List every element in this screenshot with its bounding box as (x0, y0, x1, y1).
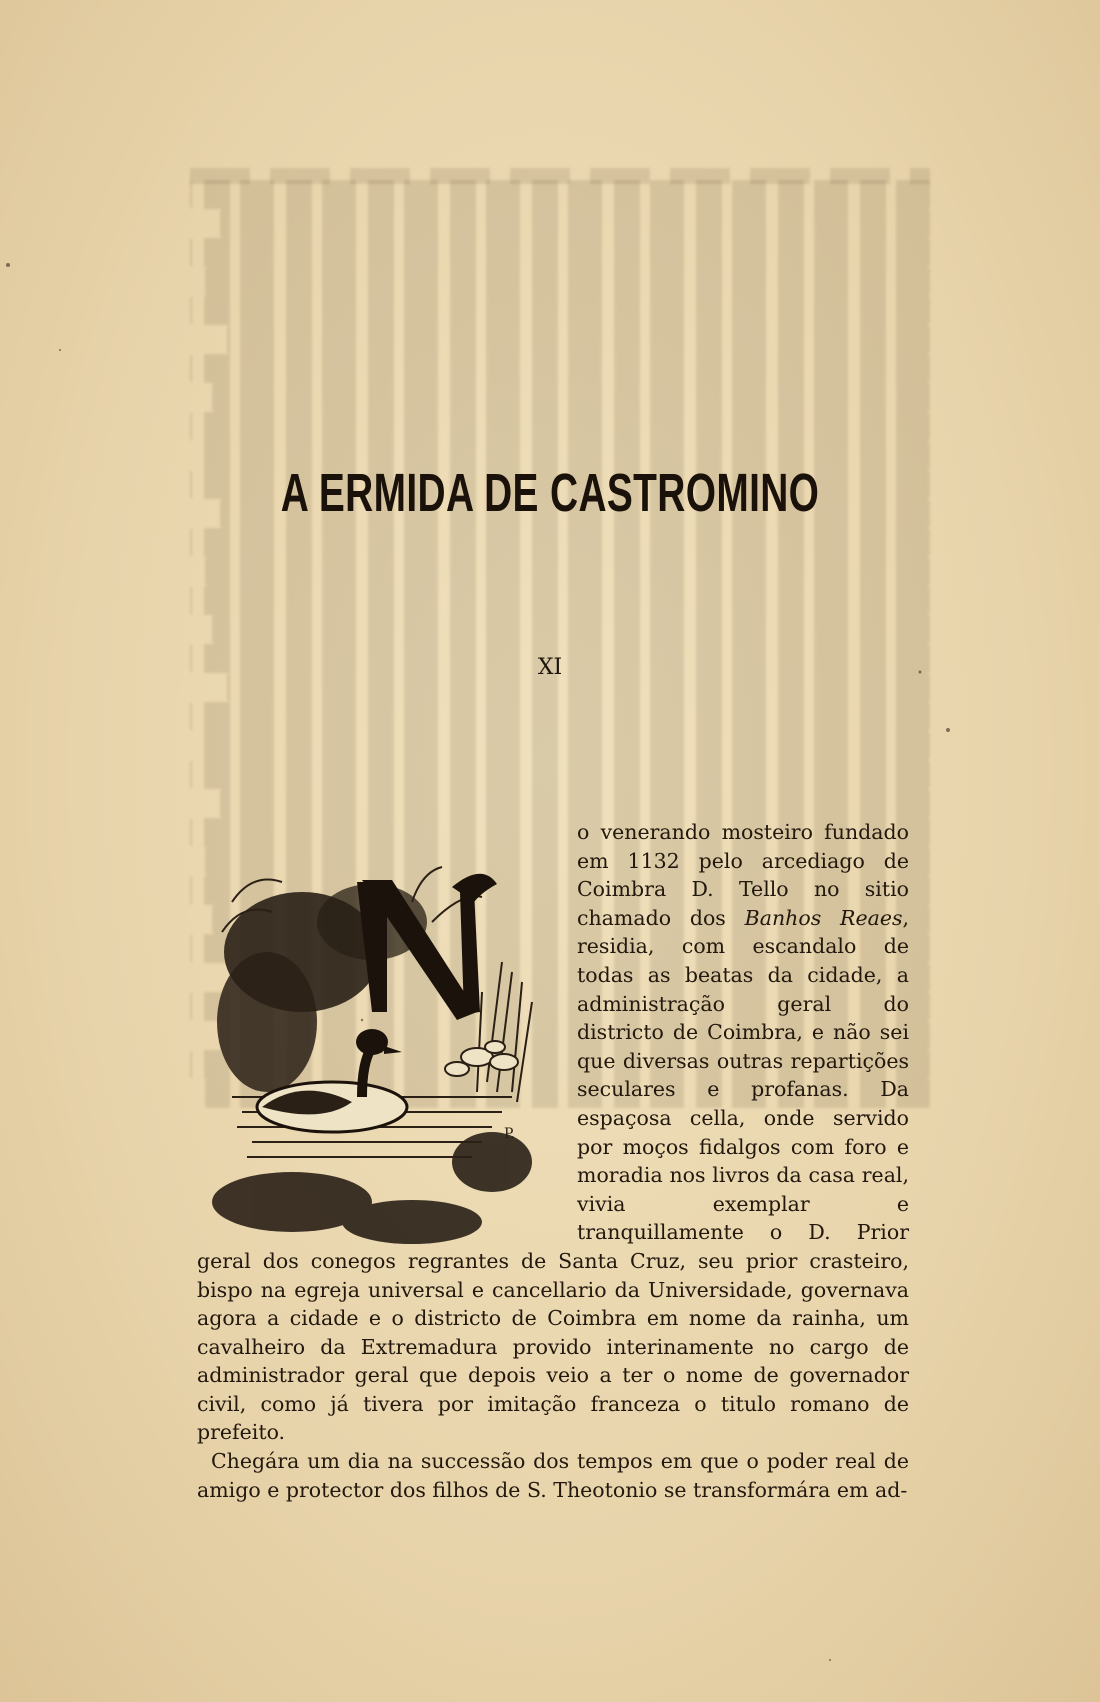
page-title: A ERMIDA DE CASTROMINO (280, 463, 820, 523)
paragraph-1-text-b: , residia, com escandalo de todas as beatas da cidade, a administração geral do districto de Coimbra, e não sei que diversas outras repartições seculares e profanas. Da espaçosa cella, onde servido por moços fidalgos com foro e moradia nos livros da casa real, vivia exemplar e tranquillamente o D. Prior geral dos conegos regrantes de Santa Cruz, seu prior crasteiro, bispo na egreja universal e cancellario da Universidade, governava agora a cidade e o districto de Coimbra em nome da rainha, um cavalheiro da Extremadura provido interinamente no cargo de administrador geral que depois veio a ter o nome de governador civil, como já tivera por imitação franceza o titulo romano de prefeito. (197, 905, 909, 1445)
paragraph-1-italic: Banhos Reaes (744, 905, 903, 930)
engraver-signature: P. (504, 1126, 516, 1142)
paragraph-1-text-a: o venerando mosteiro fundado em 1132 pelo arcediago de Coimbra D. Tello no sitio chamado dos (577, 820, 909, 930)
chapter-number: XI (537, 655, 563, 680)
paragraph-2: Chegára um dia na successão dos tempos em que o poder real de amigo e protector dos filhos de S. Theotonio se transformára em ad- (197, 1449, 909, 1502)
